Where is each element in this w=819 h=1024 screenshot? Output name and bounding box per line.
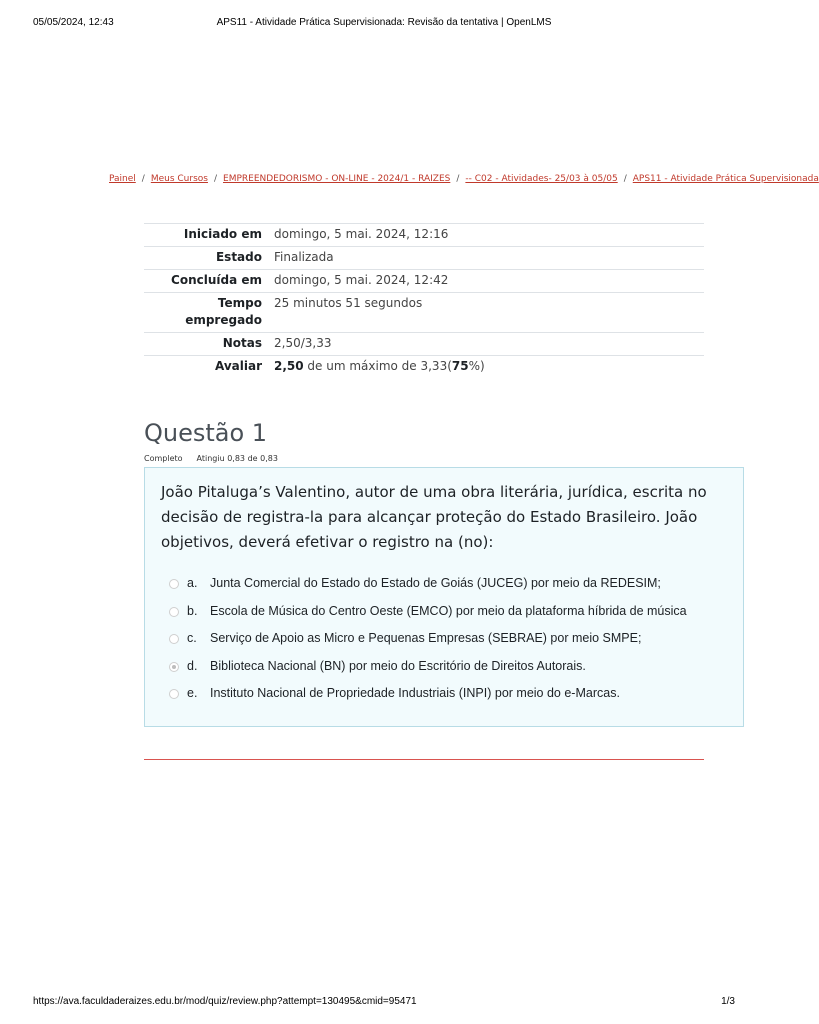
- question-content-box: [144, 467, 744, 727]
- answer-text: Junta Comercial do Estado do Estado de Goiás (JUCEG) por meio da REDESIM;: [210, 576, 661, 590]
- print-datetime: 05/05/2024, 12:43: [33, 17, 114, 28]
- question-status: Completo: [144, 454, 183, 463]
- answer-list: [169, 572, 739, 710]
- summary-row-completed: [144, 270, 704, 293]
- answer-letter: d.: [187, 658, 198, 673]
- summary-label: Estado: [144, 247, 268, 270]
- breadcrumb-item-course[interactable]: EMPREENDEDORISMO - ON-LINE - 2024/1 - RAIZES: [223, 174, 451, 184]
- question-title: Questão 1: [144, 419, 268, 447]
- breadcrumb-separator: /: [141, 174, 145, 184]
- print-page-number: 1/3: [721, 996, 735, 1007]
- radio-button[interactable]: [169, 634, 179, 644]
- answer-text: Escola de Música do Centro Oeste (EMCO) por meio da plataforma híbrida de música: [210, 603, 687, 618]
- question-grade: Atingiu 0,83 de 0,83: [196, 454, 278, 463]
- summary-row-time-taken: [144, 293, 704, 333]
- answer-letter: e.: [187, 686, 198, 700]
- summary-label: Concluída em: [144, 270, 268, 293]
- grade-percent: 75: [451, 359, 469, 373]
- grade-suffix: %): [468, 359, 485, 373]
- summary-value: Finalizada: [268, 247, 704, 270]
- answer-text: Serviço de Apoio as Micro e Pequenas Empresas (SEBRAE) por meio SMPE;: [210, 631, 642, 645]
- answer-option-e[interactable]: [169, 682, 739, 710]
- radio-button-selected[interactable]: [169, 662, 179, 672]
- summary-value: 25 minutos 51 segundos: [268, 293, 704, 333]
- summary-value: domingo, 5 mai. 2024, 12:42: [268, 270, 704, 293]
- summary-label: Tempo empregado: [144, 293, 268, 333]
- question-divider: [144, 759, 704, 760]
- breadcrumb: [109, 174, 819, 184]
- print-page-title: APS11 - Atividade Prática Supervisionada: Revisão da tentativa | OpenLMS: [216, 17, 552, 28]
- summary-row-state: [144, 247, 704, 270]
- breadcrumb-separator: /: [456, 174, 460, 184]
- question-info: [144, 454, 278, 463]
- summary-label: Notas: [144, 333, 268, 356]
- breadcrumb-item-activity[interactable]: APS11 - Atividade Prática Supervisionada: [632, 174, 819, 184]
- breadcrumb-item-section[interactable]: -- C02 - Atividades- 25/03 à 05/05: [465, 174, 618, 184]
- answer-letter: c.: [187, 631, 197, 645]
- summary-value: 2,50/3,33: [268, 333, 704, 356]
- answer-letter: b.: [187, 603, 198, 618]
- summary-row-grade: [144, 356, 704, 379]
- attempt-summary-table: [144, 223, 704, 378]
- breadcrumb-separator: /: [623, 174, 627, 184]
- print-footer: [0, 996, 768, 1010]
- radio-button[interactable]: [169, 579, 179, 589]
- answer-option-b[interactable]: [169, 600, 739, 628]
- summary-grade-value: [268, 356, 704, 379]
- grade-score: 2,50: [274, 359, 304, 373]
- print-url: https://ava.faculdaderaizes.edu.br/mod/quiz/review.php?attempt=130495&cmid=95471: [33, 996, 417, 1007]
- breadcrumb-item-painel[interactable]: Painel: [109, 174, 136, 184]
- question-text-line: João Pitaluga’s Valentino, autor de uma obra literária, jurídica, escrita no: [161, 483, 707, 501]
- summary-row-started: [144, 224, 704, 247]
- answer-option-c[interactable]: [169, 627, 739, 655]
- grade-middle: de um máximo de 3,33(: [303, 359, 452, 373]
- answer-option-d[interactable]: [169, 655, 739, 683]
- summary-label: Avaliar: [144, 356, 268, 379]
- summary-row-marks: [144, 333, 704, 356]
- breadcrumb-item-meus-cursos[interactable]: Meus Cursos: [150, 174, 208, 184]
- answer-text: Instituto Nacional de Propriedade Industriais (INPI) por meio do e-Marcas.: [210, 686, 620, 700]
- summary-value: domingo, 5 mai. 2024, 12:16: [268, 224, 704, 247]
- radio-button[interactable]: [169, 607, 179, 617]
- summary-label: Iniciado em: [144, 224, 268, 247]
- answer-letter: a.: [187, 576, 198, 590]
- answer-text: Biblioteca Nacional (BN) por meio do Escritório de Direitos Autorais.: [210, 658, 586, 673]
- answer-option-a[interactable]: [169, 572, 739, 600]
- radio-button[interactable]: [169, 689, 179, 699]
- breadcrumb-separator: /: [213, 174, 218, 184]
- question-text-line: decisão de registra-la para alcançar proteção do Estado Brasileiro. João: [161, 508, 698, 526]
- question-text: [161, 480, 721, 555]
- question-text-line: objetivos, deverá efetivar o registro na (no):: [161, 533, 494, 551]
